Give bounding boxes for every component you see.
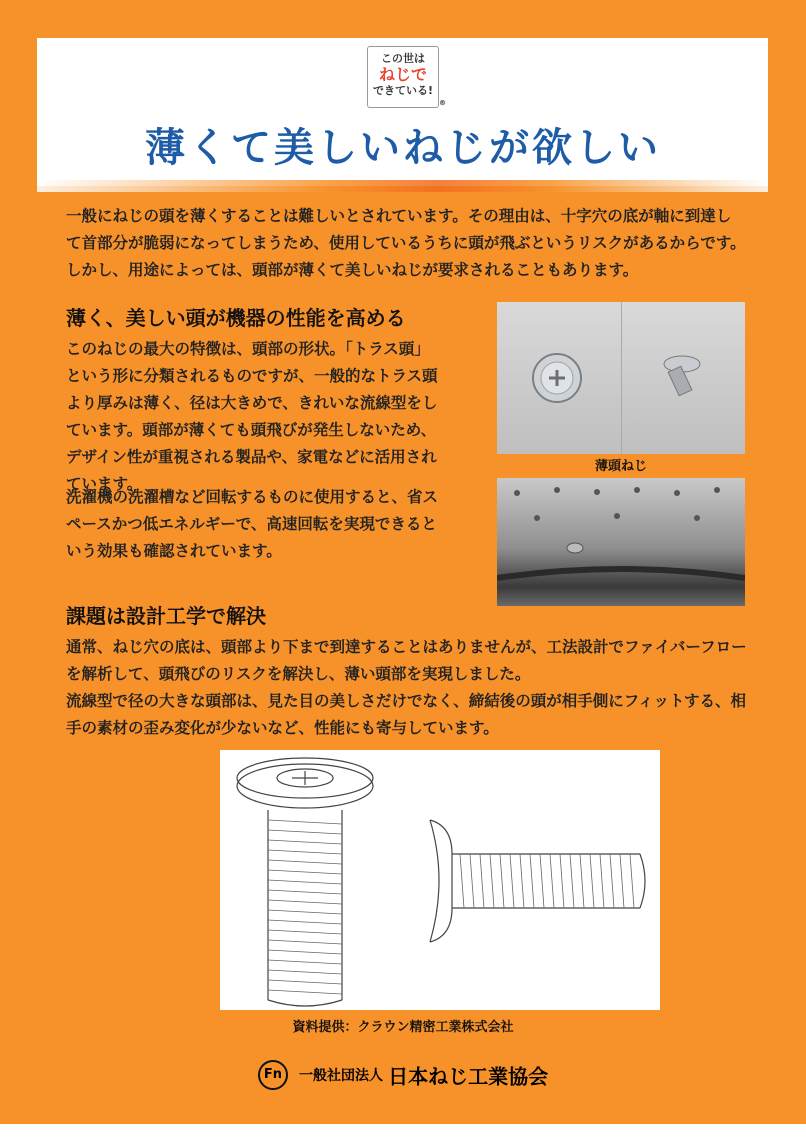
- drum-illustration: [497, 478, 745, 606]
- image-credit: 資料提供：クラウン精密工業株式会社: [292, 1020, 514, 1035]
- section2-paragraph2: 流線型で径の大きな頭部は、見た目の美しさだけでなく、締結後の頭が相手側にフィットする、相手の素材の歪み変化が少ないなど、性能にも寄与しています。: [66, 692, 746, 737]
- org-name: 日本ねじ工業協会: [388, 1064, 549, 1089]
- page-title: 薄くて美しいねじが欲しい: [145, 125, 661, 171]
- logo-line1: この世は: [381, 52, 425, 65]
- header-divider: [37, 180, 768, 192]
- photo-caption: 薄頭ねじ: [594, 459, 647, 474]
- section2-heading: 課題は設計工学で解決: [66, 604, 266, 628]
- photo-divider: [621, 302, 622, 454]
- washing-drum-photo: [497, 478, 745, 606]
- screw-drawing-svg: [220, 750, 660, 1010]
- association-logo-icon: Fn: [258, 1060, 288, 1090]
- section1-paragraph1: このねじの最大の特徴は、頭部の形状。「トラス頭」という形に分類されるものですが、一般的なトラス頭より厚みは薄く、径は大きめで、きれいな流線型をしています。頭部が薄くても頭飛びが発生しないため、デザイン性が重視される製品や、家電などに活用されています。: [66, 340, 438, 493]
- logo-line2: ねじで: [378, 65, 427, 84]
- screw-photo: [497, 302, 745, 454]
- intro-paragraph: 一般にねじの頭を薄くすることは難しいとされています。その理由は、十字穴の底が軸に到達して首部分が脆弱になってしまうため、使用しているうちに頭が飛ぶというリスクがあるからです。しかし、用途によっては、頭部が薄くて美しいねじが要求されることもあります。: [66, 207, 746, 279]
- section2-paragraph1: 通常、ねじ穴の底は、頭部より下まで到達することはありませんが、工法設計でファイバーフローを解析して、頭飛びのリスクを解決し、薄い頭部を実現しました。: [66, 638, 747, 683]
- logo-line3: できている!: [372, 84, 434, 97]
- screw-technical-drawing: [220, 750, 660, 1010]
- section1-heading: 薄く、美しい頭が機器の性能を高める: [66, 306, 406, 330]
- footer-organization: [0, 1060, 806, 1090]
- series-logo: [367, 46, 446, 108]
- registered-mark: ®: [439, 99, 446, 107]
- org-type: 一般社団法人: [299, 1068, 383, 1084]
- section1-paragraph2: 洗濯機の洗濯槽など回転するものに使用すると、省スペースかつ低エネルギーで、高速回転を実現できるという効果も確認されています。: [66, 488, 439, 560]
